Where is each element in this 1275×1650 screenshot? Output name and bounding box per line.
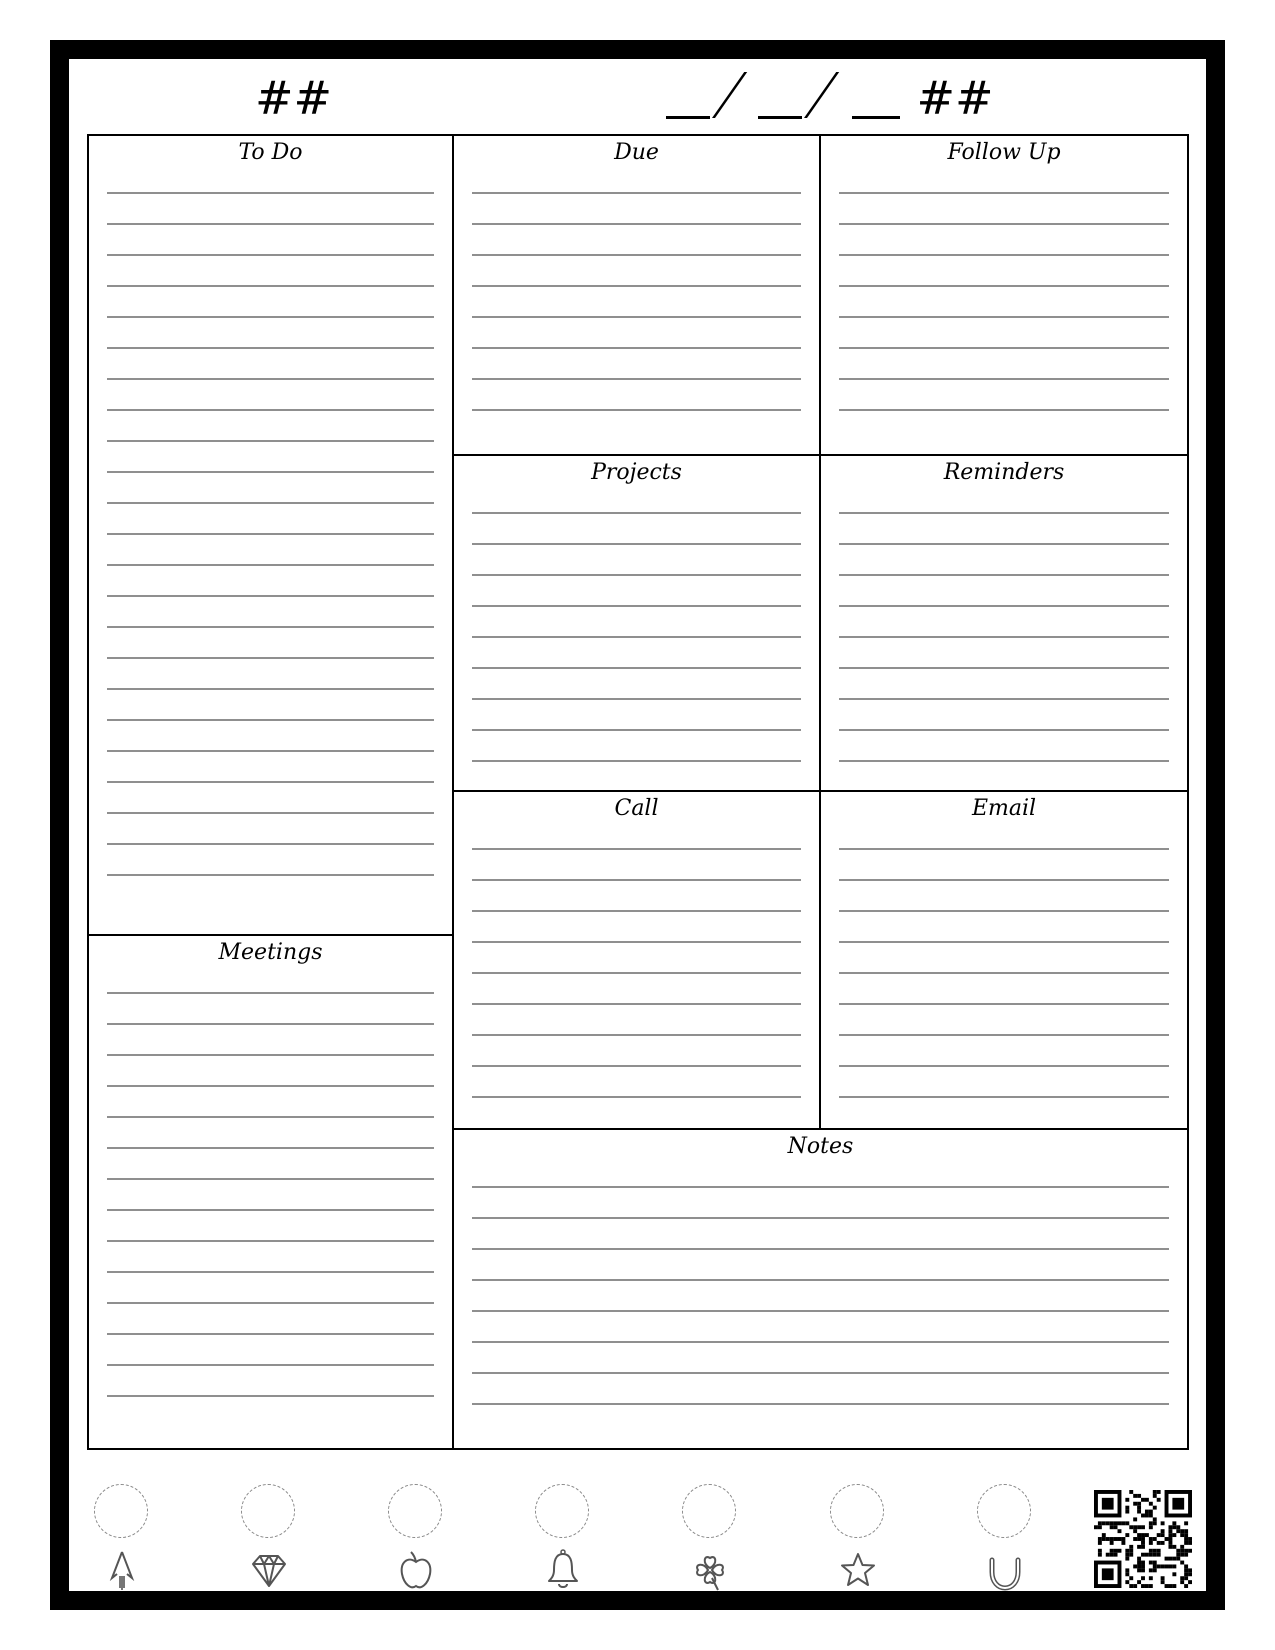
writing-line[interactable] [839, 512, 1169, 514]
writing-line[interactable] [107, 874, 434, 876]
footer-rocket[interactable] [92, 1484, 152, 1594]
horseshoe-icon [983, 1548, 1027, 1592]
writing-line[interactable] [839, 285, 1169, 287]
writing-line[interactable] [839, 1096, 1169, 1098]
writing-line[interactable] [107, 843, 434, 845]
section-call[interactable] [454, 792, 819, 1128]
writing-line[interactable] [107, 1240, 434, 1242]
section-title: Call [614, 796, 659, 821]
rocket-icon [100, 1548, 144, 1592]
writing-line[interactable] [107, 285, 434, 287]
writing-line[interactable] [107, 409, 434, 411]
writing-line[interactable] [107, 1116, 434, 1118]
section-title: To Do [238, 140, 303, 165]
writing-line[interactable] [839, 1003, 1169, 1005]
writing-line[interactable] [839, 605, 1169, 607]
writing-line[interactable] [107, 595, 434, 597]
writing-line[interactable] [472, 1279, 1169, 1281]
writing-line[interactable] [107, 719, 434, 721]
date-month-blank[interactable] [666, 116, 710, 119]
section-title: Notes [787, 1134, 854, 1159]
page-number-mark-right: ## [916, 71, 994, 125]
writing-line[interactable] [107, 688, 434, 690]
writing-line[interactable] [472, 1034, 801, 1036]
writing-line[interactable] [472, 409, 801, 411]
writing-line[interactable] [472, 192, 801, 194]
writing-line[interactable] [472, 910, 801, 912]
writing-line[interactable] [472, 1217, 1169, 1219]
writing-line[interactable] [472, 378, 801, 380]
footer-clover[interactable] [680, 1484, 740, 1594]
section-title: Follow Up [947, 140, 1061, 165]
writing-line[interactable] [107, 1302, 434, 1304]
section-meetings[interactable] [89, 936, 452, 1448]
writing-line[interactable] [839, 941, 1169, 943]
writing-line[interactable] [107, 1333, 434, 1335]
writing-line[interactable] [472, 1403, 1169, 1405]
writing-line[interactable] [839, 543, 1169, 545]
writing-line[interactable] [839, 347, 1169, 349]
writing-line[interactable] [839, 667, 1169, 669]
writing-line[interactable] [472, 1096, 801, 1098]
writing-line[interactable] [107, 1023, 434, 1025]
writing-line[interactable] [107, 1271, 434, 1273]
writing-line[interactable] [472, 698, 801, 700]
writing-line[interactable] [107, 812, 434, 814]
writing-line[interactable] [107, 471, 434, 473]
writing-line[interactable] [107, 533, 434, 535]
writing-line[interactable] [107, 1209, 434, 1211]
diamond-icon [247, 1548, 291, 1592]
writing-line[interactable] [107, 781, 434, 783]
writing-line[interactable] [839, 574, 1169, 576]
section-notes[interactable] [454, 1130, 1187, 1448]
footer-bell[interactable] [533, 1484, 593, 1594]
footer-diamond[interactable] [239, 1484, 299, 1594]
section-todo[interactable] [89, 136, 452, 934]
writing-line[interactable] [839, 378, 1169, 380]
check-circle[interactable] [977, 1484, 1031, 1538]
check-circle[interactable] [94, 1484, 148, 1538]
section-due[interactable] [454, 136, 819, 454]
writing-line[interactable] [472, 972, 801, 974]
writing-line[interactable] [472, 667, 801, 669]
check-circle[interactable] [535, 1484, 589, 1538]
writing-line[interactable] [472, 543, 801, 545]
writing-line[interactable] [107, 502, 434, 504]
writing-line[interactable] [107, 378, 434, 380]
writing-line[interactable] [472, 285, 801, 287]
page-number-mark: ## [255, 71, 333, 125]
writing-line[interactable] [839, 316, 1169, 318]
writing-line[interactable] [839, 254, 1169, 256]
section-follow-up[interactable] [821, 136, 1187, 454]
clover-icon [688, 1548, 732, 1592]
writing-line[interactable] [107, 750, 434, 752]
writing-line[interactable] [472, 760, 801, 762]
writing-line[interactable] [472, 316, 801, 318]
writing-line[interactable] [107, 254, 434, 256]
footer-horseshoe[interactable] [975, 1484, 1035, 1594]
writing-line[interactable] [472, 574, 801, 576]
writing-line[interactable] [472, 1003, 801, 1005]
writing-line[interactable] [839, 223, 1169, 225]
qr-code-icon[interactable] [1094, 1490, 1192, 1588]
writing-line[interactable] [107, 192, 434, 194]
writing-line[interactable] [839, 910, 1169, 912]
writing-line[interactable] [472, 1372, 1169, 1374]
section-projects[interactable] [454, 456, 819, 790]
footer-star[interactable] [828, 1484, 888, 1594]
section-email[interactable] [821, 792, 1187, 1128]
writing-line[interactable] [472, 512, 801, 514]
writing-line[interactable] [472, 1186, 1169, 1188]
footer-apple[interactable] [386, 1484, 446, 1594]
section-title: Projects [591, 460, 682, 485]
writing-line[interactable] [472, 223, 801, 225]
writing-line[interactable] [839, 192, 1169, 194]
writing-line[interactable] [839, 729, 1169, 731]
writing-line[interactable] [839, 1034, 1169, 1036]
check-circle[interactable] [682, 1484, 736, 1538]
writing-line[interactable] [472, 729, 801, 731]
writing-line[interactable] [472, 636, 801, 638]
writing-line[interactable] [472, 1065, 801, 1067]
writing-line[interactable] [839, 760, 1169, 762]
writing-line[interactable] [839, 636, 1169, 638]
writing-line[interactable] [107, 1054, 434, 1056]
writing-line[interactable] [107, 1178, 434, 1180]
bell-icon [541, 1548, 585, 1592]
writing-line[interactable] [472, 605, 801, 607]
section-reminders[interactable] [821, 456, 1187, 790]
writing-line[interactable] [472, 1341, 1169, 1343]
writing-line[interactable] [839, 409, 1169, 411]
writing-line[interactable] [107, 223, 434, 225]
writing-line[interactable] [107, 564, 434, 566]
check-circle[interactable] [388, 1484, 442, 1538]
writing-line[interactable] [107, 992, 434, 994]
writing-line[interactable] [839, 848, 1169, 850]
writing-line[interactable] [107, 626, 434, 628]
writing-line[interactable] [107, 316, 434, 318]
section-title: Due [614, 140, 659, 165]
writing-line[interactable] [472, 254, 801, 256]
date-day-blank[interactable] [758, 116, 802, 119]
writing-line[interactable] [839, 698, 1169, 700]
writing-line[interactable] [107, 657, 434, 659]
section-title: Meetings [218, 940, 323, 965]
writing-line[interactable] [839, 1065, 1169, 1067]
writing-line[interactable] [107, 1364, 434, 1366]
section-title: Email [971, 796, 1037, 821]
writing-line[interactable] [839, 972, 1169, 974]
writing-line[interactable] [839, 879, 1169, 881]
check-circle[interactable] [830, 1484, 884, 1538]
check-circle[interactable] [241, 1484, 295, 1538]
writing-line[interactable] [107, 1147, 434, 1149]
writing-line[interactable] [107, 1395, 434, 1397]
writing-line[interactable] [472, 1310, 1169, 1312]
writing-line[interactable] [107, 1085, 434, 1087]
writing-line[interactable] [107, 440, 434, 442]
section-title: Reminders [943, 460, 1065, 485]
apple-icon [394, 1548, 438, 1592]
writing-line[interactable] [472, 347, 801, 349]
writing-line[interactable] [472, 879, 801, 881]
writing-line[interactable] [107, 347, 434, 349]
star-icon [836, 1548, 880, 1592]
writing-line[interactable] [472, 1248, 1169, 1250]
writing-line[interactable] [472, 848, 801, 850]
writing-line[interactable] [472, 941, 801, 943]
